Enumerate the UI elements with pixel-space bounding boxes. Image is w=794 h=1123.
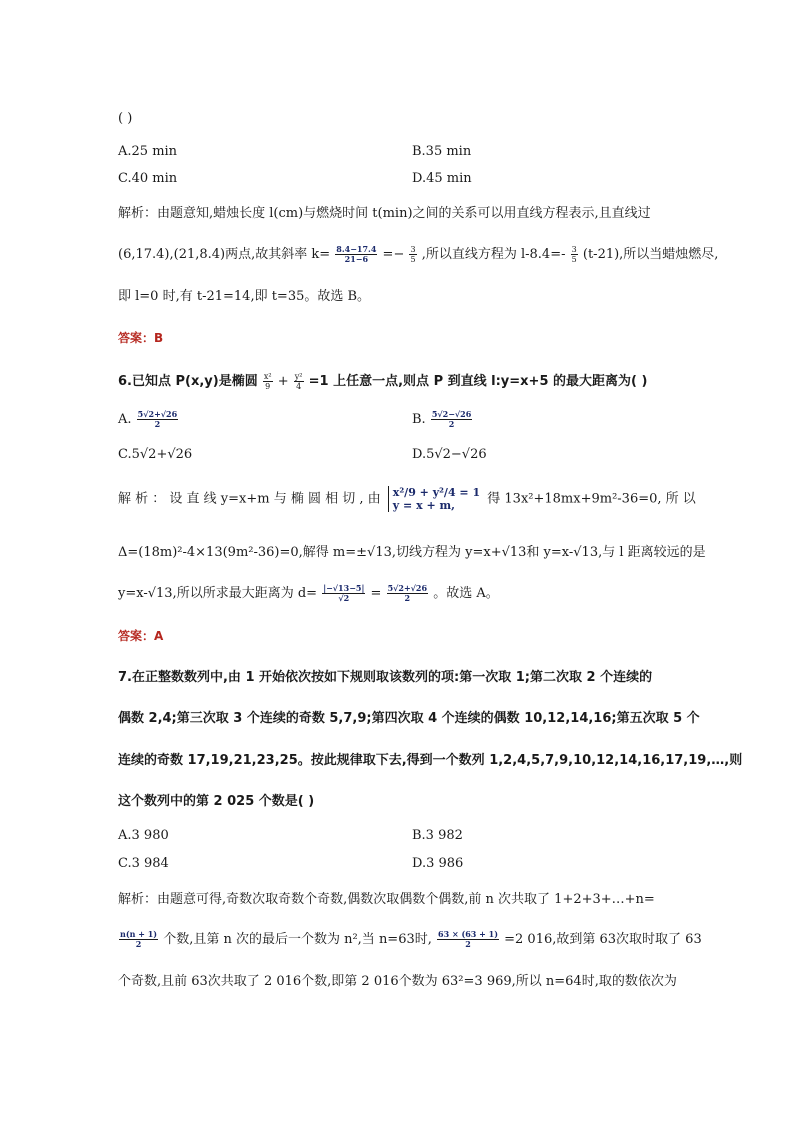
q5-solution-line2	[118, 245, 718, 265]
distance-fraction	[322, 584, 365, 603]
fraction-numerator: 63 × (63 + 1)	[438, 929, 498, 939]
fraction-denominator: 2	[404, 593, 411, 603]
q6-option-c: C.5√2+√26	[118, 447, 193, 462]
q7-stem-line1: 7.在正整数数列中,由 1 开始依次按如下规则取该数列的项:第一次取 1;第二次取 2 个连续的	[118, 670, 653, 685]
q6-option-a	[118, 410, 179, 430]
q5-option-c: C.40 min	[118, 171, 178, 186]
q6-option-b	[412, 410, 473, 430]
q5-answer: 答案：B	[118, 331, 164, 345]
equation-system	[388, 486, 480, 512]
ellipse-y-term: $\frac{\text{y²}}{4}$	[294, 372, 303, 391]
text-segment: 。故选 A。	[433, 586, 499, 601]
q7-option-a: A.3 980	[118, 828, 169, 843]
fraction-denominator: 2	[135, 939, 142, 949]
fraction-denominator: 2	[465, 939, 471, 949]
fraction-numerator: 3	[571, 245, 577, 254]
fraction-numerator: 5√2+√26	[137, 409, 178, 419]
q7-stem-line2: 偶数 2,4;第三次取 3 个连续的奇数 5,7,9;第四次取 4 个连续的偶数 10,12,14,16;第五次取 5 个	[118, 711, 700, 726]
fraction-denominator: 2	[448, 419, 455, 429]
fraction-numerator: n(n + 1)	[120, 929, 158, 939]
plus-sign: +	[277, 374, 289, 389]
text-segment: ,所以直线方程为 l-8.4=-	[421, 247, 566, 262]
fraction-numerator: 3	[410, 245, 416, 254]
system-eq-2: y = x + m,	[392, 499, 455, 512]
text-segment: (t-21),所以当蜡烛燃尽,	[582, 247, 719, 262]
q7-solution-line1: 解析：由题意可得,奇数次取奇数个奇数,偶数次取偶数个偶数,前 n 次共取了 1+2+3+…+n=	[118, 892, 655, 907]
fraction-denominator: 5	[571, 255, 577, 264]
q7-stem-line3: 连续的奇数 17,19,21,23,25。按此规律取下去,得到一个数列 1,2,4,5,7,9,10,12,14,16,17,19,…,则	[118, 753, 743, 768]
fraction-numerator: |−√13−5|	[323, 583, 365, 593]
count-fraction	[437, 930, 499, 949]
sum-fraction	[119, 930, 158, 949]
fraction-denominator: 2	[154, 419, 161, 429]
option-label: B.	[412, 412, 426, 427]
q7-solution-line2	[118, 930, 702, 950]
result-fraction	[387, 584, 428, 603]
text-segment: =1 上任意一点,则点 P 到直线 l:y=x+5 的最大距离为( )	[308, 374, 648, 389]
text-segment: 6.已知点 P(x,y)是椭圆	[118, 374, 258, 389]
ellipse-x-term: $\frac{\text{x²}}{9}$	[263, 372, 272, 391]
option-a-fraction	[137, 410, 178, 429]
q7-option-d: D.3 986	[412, 856, 464, 871]
q7-option-b: B.3 982	[412, 828, 463, 843]
text-segment: =2 016,故到第 63次取时取了 63	[504, 932, 702, 947]
fraction-denominator: 5	[410, 255, 416, 264]
system-eq-1: x²/9 + y²/4 = 1	[392, 486, 481, 499]
fraction-denominator: √2	[338, 593, 350, 603]
option-label: A.	[118, 412, 132, 427]
q7-solution-line3: 个奇数,且前 63次共取了 2 016个数,即第 2 016个数为 63²=3 969,所以 n=64时,取的数依次为	[118, 974, 677, 989]
q7-stem-line4: 这个数列中的第 2 025 个数是( )	[118, 794, 315, 809]
fraction-three-fifths	[409, 245, 416, 264]
fraction-denominator: 21−6	[344, 254, 369, 264]
text-segment: 得 13x²+18mx+9m²-36=0, 所 以	[487, 491, 696, 507]
q6-solution-line1	[118, 486, 696, 512]
q6-solution-line3	[118, 584, 499, 604]
fraction-numerator: 5√2+√26	[387, 583, 428, 593]
q6-solution-line2: Δ=(18m)²-4×13(9m²-36)=0,解得 m=±√13,切线方程为 y=x+√13和 y=x-√13,与 l 距离较远的是	[118, 545, 706, 560]
text-segment: y=x-√13,所以所求最大距离为 d=	[118, 586, 318, 601]
q5-option-b: B.35 min	[412, 144, 472, 159]
q6-answer: 答案：A	[118, 629, 164, 643]
q5-option-d: D.45 min	[412, 171, 472, 186]
text-segment: =	[370, 586, 382, 601]
q5-solution-line1: 解析：由题意知,蜡烛长度 l(cm)与燃烧时间 t(min)之间的关系可以用直线方程表示,且直线过	[118, 206, 651, 221]
text-segment: =−	[382, 247, 405, 262]
text-segment: 解 析 ： 设 直 线 y=x+m 与 椭 圆 相 切 , 由	[118, 491, 381, 507]
slope-fraction	[335, 245, 377, 264]
q7-option-c: C.3 984	[118, 856, 169, 871]
q5-solution-line3: 即 l=0 时,有 t-21=14,即 t=35。故选 B。	[118, 289, 371, 304]
fraction-three-fifths-2	[571, 245, 578, 264]
fraction-numerator: 8.4−17.4	[336, 244, 377, 254]
q5-answer-paren: ( )	[118, 111, 133, 126]
q6-option-d: D.5√2−√26	[412, 447, 487, 462]
text-segment: 个数,且第 n 次的最后一个数为 n²,当 n=63时,	[163, 932, 432, 947]
q6-stem	[118, 372, 647, 392]
text-segment: (6,17.4),(21,8.4)两点,故其斜率 k=	[118, 247, 331, 262]
q5-option-a: A.25 min	[118, 144, 178, 159]
fraction-numerator: 5√2−√26	[431, 409, 472, 419]
option-b-fraction	[431, 410, 472, 429]
